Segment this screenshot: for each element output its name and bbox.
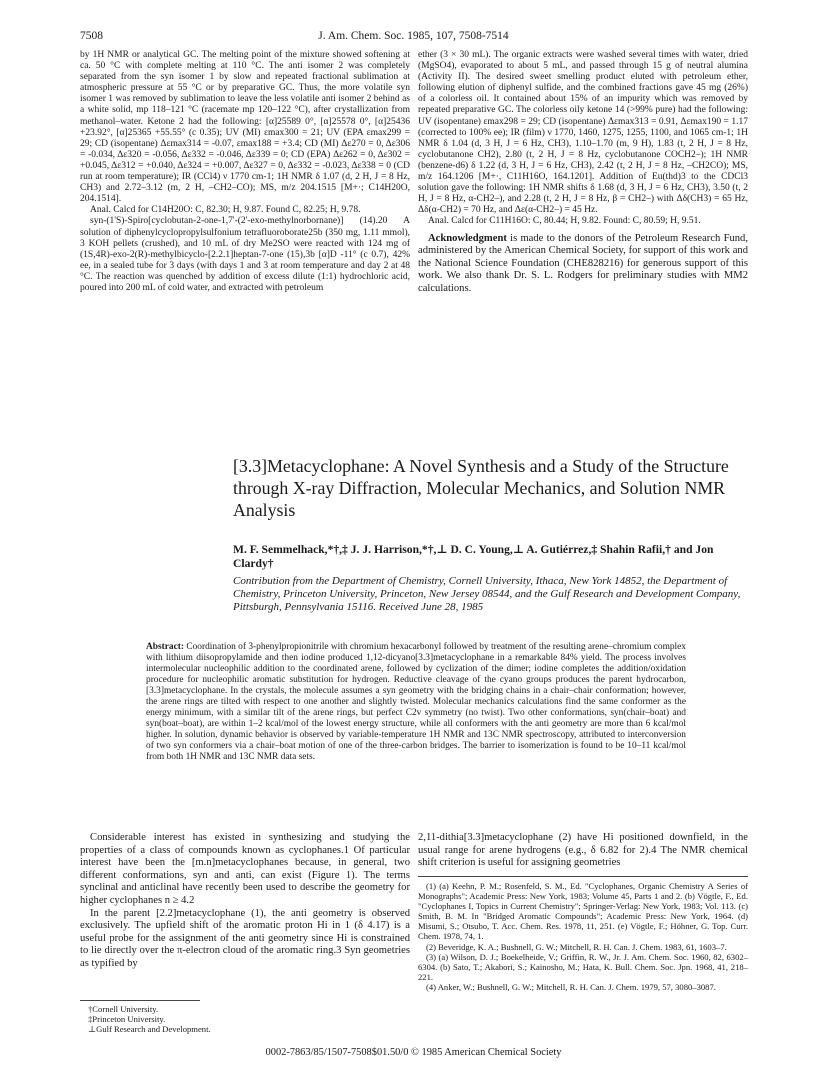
reference-2: (2) Beveridge, K. A.; Bushnell, G. W.; Mitchell, R. H. Can. J. Chem. 1983, 61, 1603–7. (426, 941, 727, 952)
affiliation-princeton: ‡Princeton University. (88, 1014, 166, 1024)
reference-3: (3) (a) Wilson, D. J.; Boekelheide, V.; Griffin, R. W., Jr. J. Am. Chem. Soc. 1960, 82, 6302–6304. (b) Sato, T.; Akabori, S.; Kainosho, M.; Hata, K. Bull. Chem. Soc. Jpn. 1968, 41, 218–221. (418, 951, 748, 982)
acknowledgment-text: is made to the donors of the Petroleum Research Fund, administered by the American Chemical Society, for support of this work and the National Science Foundation (CHE828216) for generous support of this work. We also thank Dr. S. L. Rodgers for preliminary studies with MM2 calculations. (418, 232, 748, 294)
affiliation-gulf: ⊥Gulf Research and Development. (88, 1024, 211, 1034)
experimental-column-left (80, 50, 410, 294)
experimental-paragraph: by 1H NMR or analytical GC. The melting point of the mixture showed softening at ca. 50 °C with complete melting at 110 °C. The anti isomer 2 was completely separated from the syn isomer 1 by slow and repeated fractional sublimation at atmospheric pressure at 55 °C or by preparative GC. Thus, the more volatile syn isomer 1 was removed by sublimation to leave the less volatile anti isomer 2 behind as a white solid, mp 118–121 °C (racemate mp 120–122 °C), after crystallization from methanol–water. Ketone 2 had the following: [α]25589 0°, [α]25578 0°, [α]25436 +23.92°, [α]25365 +55.55° (c 0.35); UV (MI) εmax300 = 21; UV (EPA εmax299 = 29; CD (isopentane) Δεmax314 = -0.07, εmax188 = +3.4; CD (MI) Δε270 = 0, Δε306 = -0.034, Δε320 = -0.056, Δε332 = -0.046, Δε339 = 0; CD (EPA) Δε262 = 0, Δε302 = +0.045, Δε312 = +0.040, Δε324 = +0.007, Δε327 = 0, Δε332 = -0.023, Δε338 = 0 (CD run at room temperature); IR (CCl4) ν 1770 cm-1; 1H NMR δ 1.07 (d, 2 H, J = 8 Hz, CH3) and 2.72–3.12 (m, 2 H, –CH2–CO); MS, m/z 204.1515 [M+·; C14H20O, 204.1514]. (80, 50, 410, 205)
body-paragraph: Considerable interest has existed in synthesizing and studying the properties of a class of compounds known as cyclophanes.1 Of particular interest have been the [m.n]metacyclophanes because, in general, two different conformations, syn and anti, can exist (Figure 1). The terms synclinal and anticlinal have recently been used to describe the geometry for higher cyclophanes n ≥ 4.2 (80, 832, 410, 906)
page-number: 7508 (80, 30, 103, 42)
body-column-left (80, 832, 410, 971)
body-paragraph: 2,11-dithia[3.3]metacyclophane (2) have Hi positioned downfield, in the usual range for arene hydrogens (e.g., δ 6.82 for 2).4 The NMR chemical shift criterion is useful for assigning geometries (418, 832, 748, 869)
reference-1: (1) (a) Keehn, P. M.; Rosenfeld, S. M., Ed. "Cyclophanes, Organic Chemistry A Series of Monographs"; Academic Press: New York, 1983; Volume 45, Parts 1 and 2. (b) Vögtle, F., Ed. "Cyclophanes I, Topics in Current Chemistry"; Springer-Verlag: New York, 1983; Vol. 113. (c) Smith, B. M. In "Bridged Aromatic Compounds"; Academic Press: New York, 1964. (d) Misumi, S.; Otsubo, T. Acc. Chem. Res. 1978, 11, 251. (e) Vögtle, F.; Höhner, G. Top. Curr. Chem. 1978, 74, 1. (418, 881, 748, 942)
abstract (146, 642, 686, 763)
author-list: M. F. Semmelhack,*†,‡ J. J. Harrison,*†,⊥ D. C. Young,⊥ A. Gutiérrez,‡ Shahin Rafii,† and Jon Clardy† (233, 543, 714, 570)
references (418, 876, 748, 992)
reference-4: (4) Anker, W.; Bushnell, G. W.; Mitchell, R. H. Can. J. Chem. 1979, 57, 3080–3087. (426, 981, 716, 992)
experimental-paragraph: ether (3 × 30 mL). The organic extracts were washed several times with water, dried (MgSO4), evaporated to about 5 mL, and passed through 15 g of neutral alumina (Activity II). The desired sweet smelling product eluted with petroleum ether, following elution of diphenyl sulfide, and the combined fractions gave 45 mg (26%) of a colorless oil. It contained about 15% of an impurity which was removed by repeated preparative GC. The colorless oily ketone 14 (>99% pure) had the following: UV (isopentane) εmax298 = 29; CD (isopentane) Δεmax313 = 0.91, Δεmax190 = 1.17 (corrected to 100% ee); IR (film) ν 1770, 1460, 1275, 1255, 1100, and 1065 cm-1; 1H NMR δ 1.04 (d, 3 H, J = 6 Hz, CH3), 1.10–1.70 (m, 9 H), 1.83 (t, 2 H, J = 8 Hz, cyclobutanone CH2), 2.80 (t, 2 H, J = 8 Hz, cyclobutanone COCH2–); 1H NMR (benzene-d6) δ 1.22 (d, 3 H, J = 6 Hz, CH3), 2.42 (t, 2 H, J = 8 Hz, –CH2CO); MS, m/z 164.1206 [M+·, C11H16O, 164.1201]. Addition of Eu(thd)3 to the CDCl3 solution gave the following: 1H NMR shifts δ 1.68 (d, 3 H, J = 6 Hz, CH3), 3.50 (t, 2 H, J = 8 Hz, α-CH2–), and 2.28 (t, 2 H, J = 8 Hz, β = CH2–) with Δδ(CH3) = 65 Hz, Δδ(α-CH2) = 70 Hz, and Δε(α-CH2–) = 45 Hz. (418, 50, 748, 216)
author-affiliations (80, 1000, 280, 1034)
analysis-paragraph: Anal. Calcd for C11H16O: C, 80.44; H, 9.82. Found: C, 80.59; H, 9.51. (428, 216, 701, 227)
experimental-paragraph: syn-(1'S)-Spiro[cyclobutan-2-one-1,7'-(2'-exo-methylnorbornane)] (14).20 A solution of diphenylcyclopropylsulfonium tetrafluoroborate25b (350 mg, 1.11 mmol), 3 KOH pellets (crushed), and 10 mL of dry Me2SO were reacted with 124 mg of (1S,4R)-exo-2(R)-methylbicyclo-[2.2.1]heptan-7-one (15),3b [α]D -11° (c 0.7), 42% ee, in a sealed tube for 3 days (with days 1 and 3 at room temperature and day 2 at 48 °C. The reaction was quenched by addition of excess dilute (1:1) hydrochloric acid, poured into 200 mL of cold water, and extracted with petroleum (80, 216, 410, 293)
contribution-affiliation: Contribution from the Department of Chemistry, Cornell University, Ithaca, New York 14852, the Department of Chemistry, Princeton University, Princeton, New Jersey 08544, and the Gulf Research and Development Company, Pittsburgh, Pennsylvania 15116. Received June 28, 1985 (233, 575, 741, 613)
running-header (80, 30, 747, 46)
body-column-right (418, 832, 748, 870)
acknowledgment-label: Acknowledgment (428, 232, 507, 244)
analysis-paragraph: Anal. Calcd for C14H20O: C, 82.30; H, 9.87. Found C, 82.25; H, 9.78. (90, 205, 361, 216)
abstract-label: Abstract: (146, 642, 185, 652)
journal-citation: J. Am. Chem. Soc. 1985, 107, 7508-7514 (318, 30, 509, 42)
experimental-column-right (418, 50, 748, 295)
footnote-divider (418, 876, 748, 877)
abstract-text: Coordination of 3-phenylpropionitrile with chromium hexacarbonyl followed by treatment of the resulting arene–chromium complex with lithium diisopropylamide and then iodine produced 1,12-dicyano[3.3]metacyclophane in a remarkable 84% yield. The process involves intermolecular nucleophilic addition to the coordinated arene, followed by cyclization of the dimer; iodine completes the addition/oxidation procedure for nucleophilic aromatic substitution for hydrogen. Reductive cleavage of the cyano groups produces the parent hydrocarbon, [3.3]metacyclophane. In the crystals, the molecule assumes a syn geometry with the bridging chains in a chair–chair conformation; however, the arene rings are tilted with respect to one another and slightly twisted. Molecular mechanics calculations find the same conformer as the energy minimum, with a similar tilt of the arene rings, but perfect C2v symmetry (no twist). Two other conformations, syn(chair–boat) and syn(boat–boat), are within 1–2 kcal/mol of the lowest energy structure, while all conformers with the anti geometry are more than 6 kcal/mol higher. In solution, dynamic behavior is observed by variable-temperature 1H NMR and 13C NMR spectroscopy, attributed to interconversion of two syn conformers via a chair–boat motion of one of the three-carbon bridges. The barrier to isomerization is found to be 10–11 kcal/mol from both 1H NMR and 13C NMR data sets. (146, 642, 686, 762)
body-paragraph: In the parent [2.2]metacyclophane (1), the anti geometry is observed exclusively. The upfield shift of the aromatic proton Hi in 1 (δ 4.17) is a useful probe for the assignment of the anti geometry since Hi is constrained to lie directly over the π-electron cloud of the aromatic ring.3 Syn geometries as typified by (80, 907, 410, 969)
affiliation-divider (80, 1000, 200, 1001)
affiliation-cornell: †Cornell University. (88, 1004, 159, 1014)
article-title: [3.3]Metacyclophane: A Novel Synthesis and a Study of the Structure through X-ray Diffraction, Molecular Mechanics, and Solution NMR Analysis (233, 456, 729, 520)
copyright-footer: 0002-7863/85/1507-7508$01.50/0 © 1985 American Chemical Society (265, 1047, 562, 1058)
acknowledgment (418, 233, 748, 296)
